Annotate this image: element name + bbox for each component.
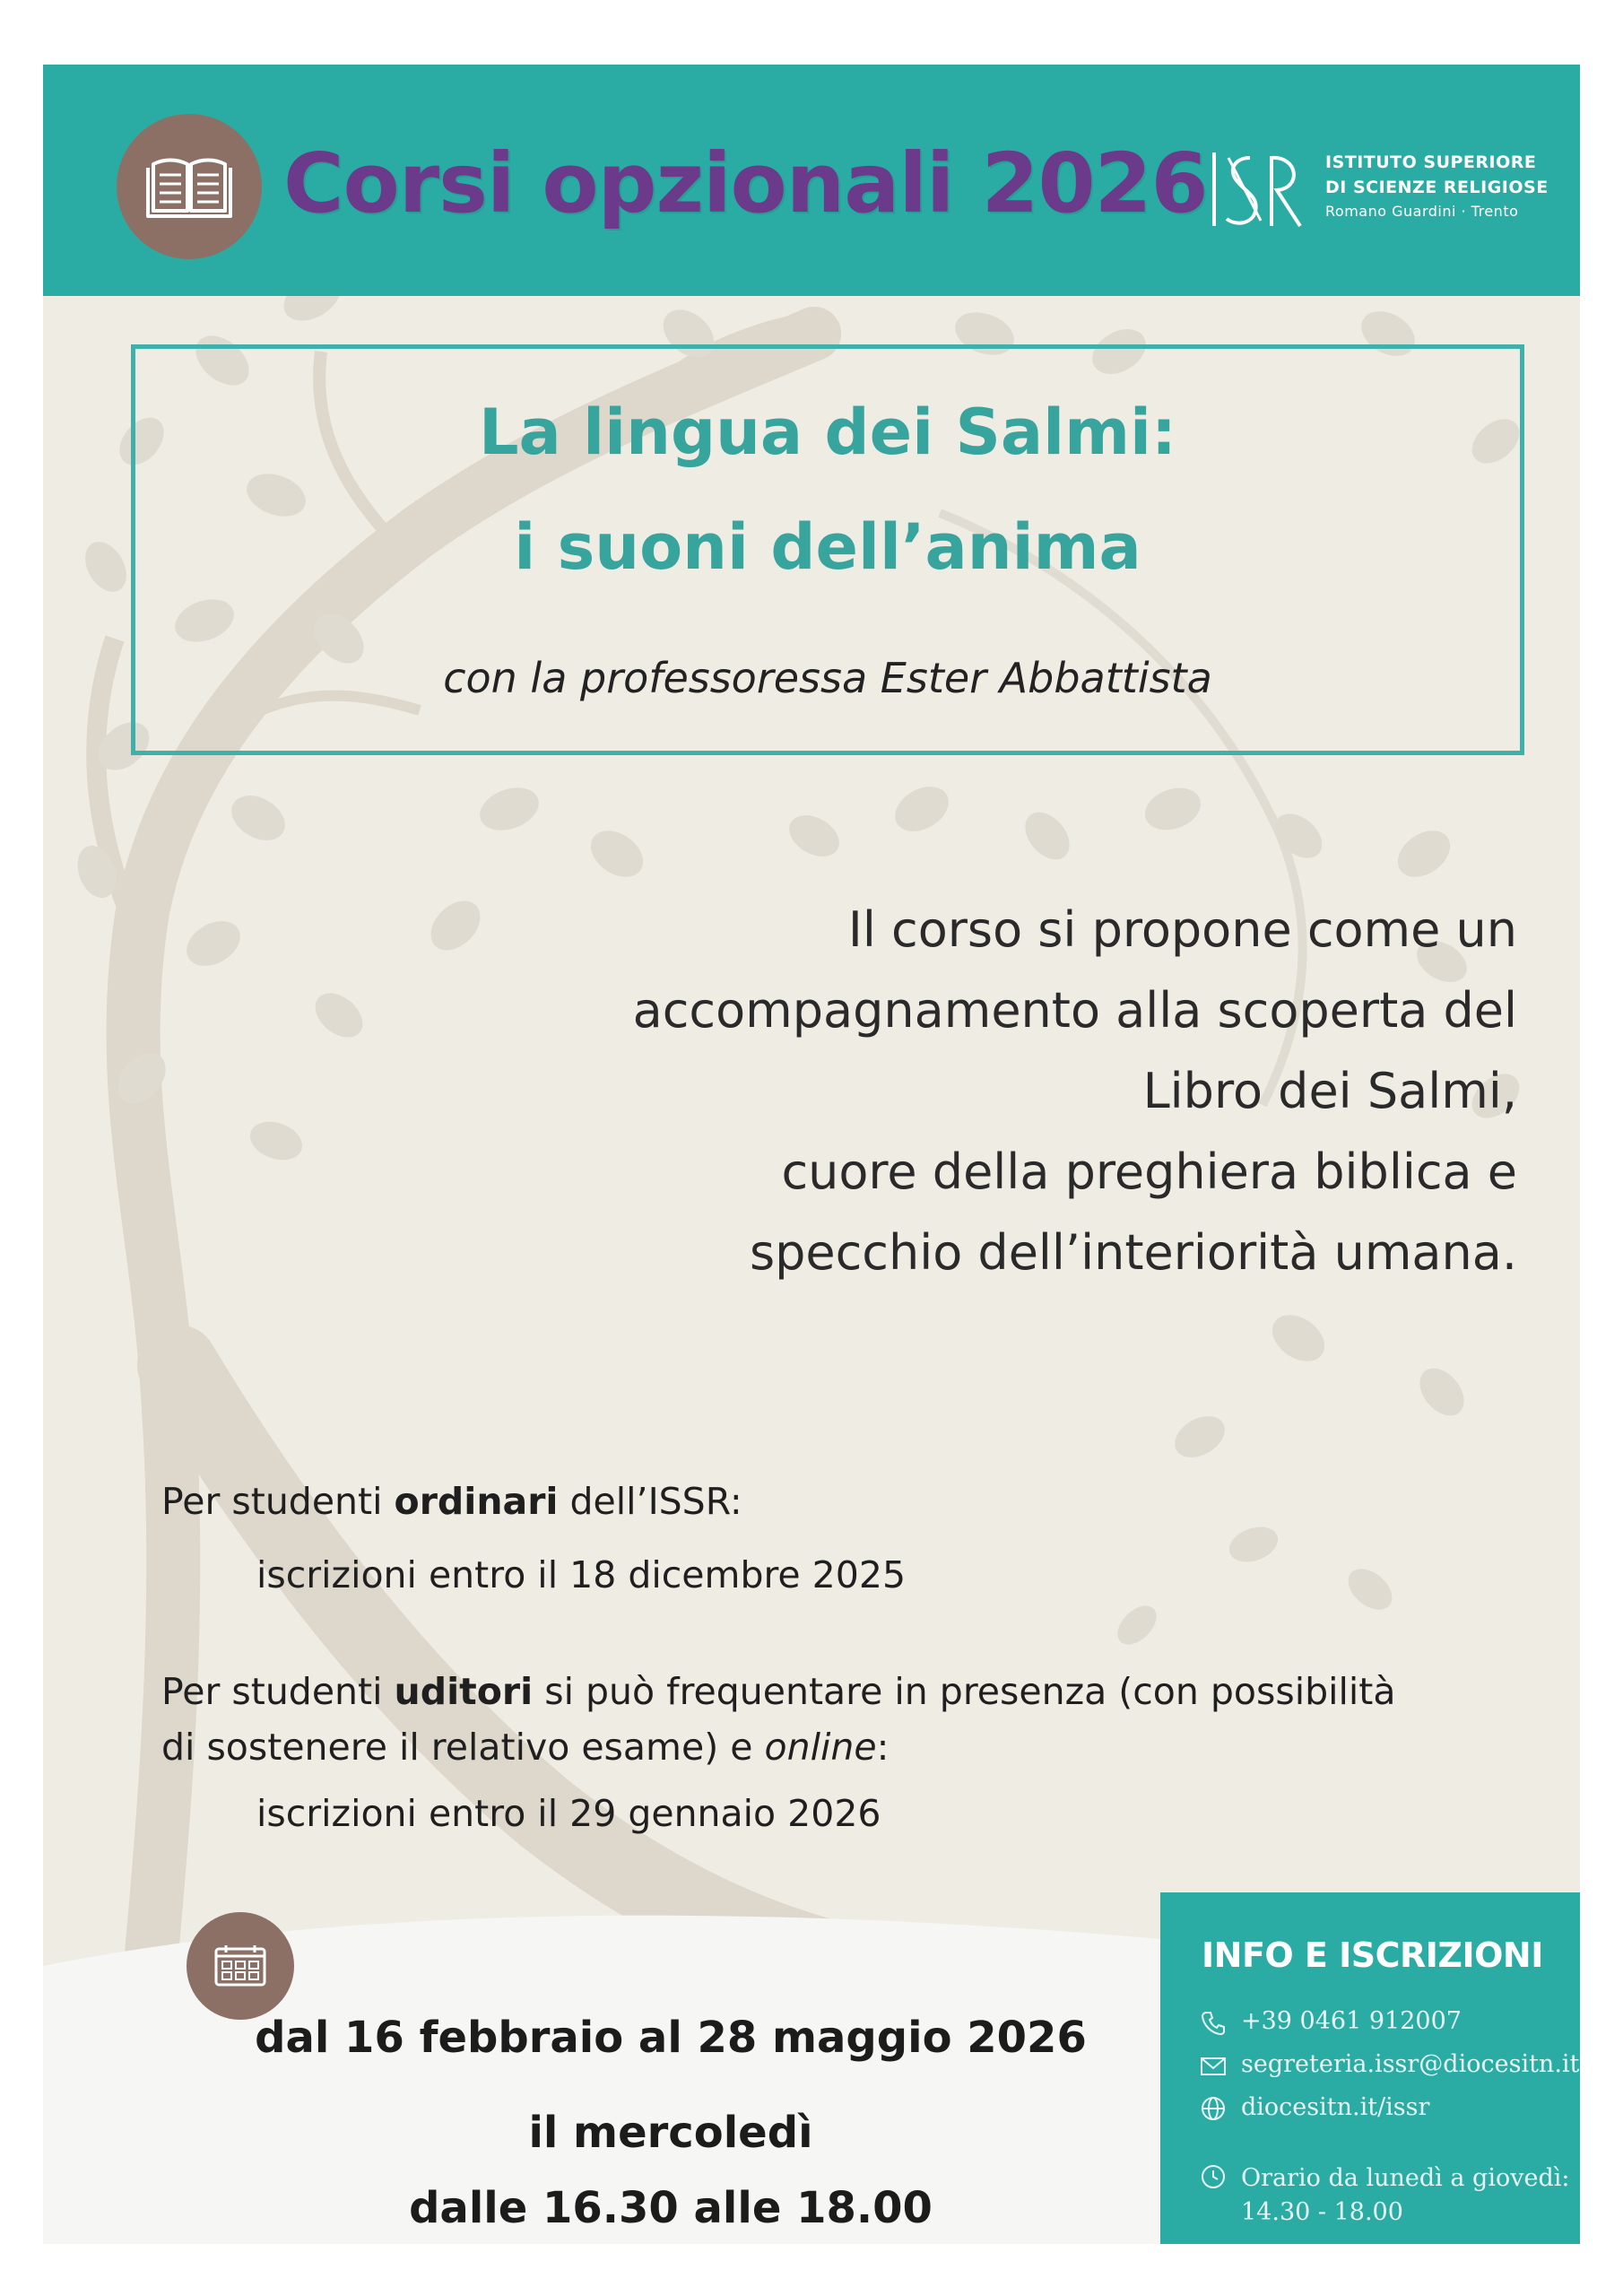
- page-title: Corsi opzionali 2026: [283, 135, 1208, 231]
- course-day: il mercoledì: [528, 2108, 813, 2158]
- email-row[interactable]: [1200, 2050, 1579, 2079]
- description-line: Libro dei Salmi,: [1142, 1063, 1517, 1119]
- uditori-prefix: Per studenti: [161, 1670, 395, 1713]
- phone-icon: [1200, 2009, 1227, 2036]
- description-line: specchio dell’interiorità umana.: [749, 1224, 1517, 1281]
- office-hours-days: Orario da lunedì a giovedì:: [1241, 2164, 1570, 2192]
- professor-name: con la professoressa Ester Abbattista: [443, 654, 1212, 702]
- ordinari-bold: ordinari: [394, 1480, 559, 1523]
- uditori-info-line2: [161, 1726, 889, 1769]
- course-description: [441, 890, 1517, 1293]
- hours-row: [1200, 2161, 1569, 2230]
- website-link: diocesitn.it/issr: [1241, 2093, 1430, 2121]
- description-line: cuore della preghiera biblica e: [781, 1144, 1517, 1200]
- globe-icon: [1200, 2095, 1227, 2122]
- calendar-icon: [213, 1944, 267, 1988]
- uditori-online: online: [764, 1726, 877, 1769]
- issr-logo: [1209, 147, 1549, 237]
- course-title-line1: La lingua dei Salmi:: [478, 396, 1177, 469]
- course-time: dalle 16.30 alle 18.00: [409, 2183, 933, 2233]
- phone-row[interactable]: [1200, 2007, 1462, 2036]
- email-address: segreteria.issr@diocesitn.it: [1241, 2050, 1580, 2078]
- ordinari-deadline: iscrizioni entro il 18 dicembre 2025: [256, 1553, 907, 1596]
- logo-text-line2: DI SCIENZE RELIGIOSE: [1325, 178, 1549, 197]
- info-box: [1160, 1892, 1580, 2244]
- description-line: Il corso si propone come un: [847, 901, 1517, 958]
- web-row[interactable]: [1200, 2093, 1429, 2122]
- uditori-suffix: si può frequentare in presenza (con possibilità: [533, 1670, 1396, 1713]
- open-book-icon: [146, 155, 232, 218]
- header-badge: [117, 114, 262, 259]
- course-dates: dal 16 febbraio al 28 maggio 2026: [255, 2013, 1087, 2063]
- phone-number: +39 0461 912007: [1241, 2007, 1462, 2035]
- calendar-badge: [187, 1912, 294, 2020]
- info-title: INFO E ISCRIZIONI: [1202, 1935, 1543, 1975]
- mail-icon: [1200, 2052, 1227, 2079]
- uditori-line2-suffix: :: [876, 1726, 890, 1769]
- description-line: accompagnamento alla scoperta del: [632, 982, 1517, 1039]
- header-bar: [43, 65, 1580, 296]
- clock-icon: [1200, 2163, 1227, 2190]
- course-title-line2: i suoni dell’anima: [514, 510, 1141, 584]
- logo-text-line3: Romano Guardini · Trento: [1325, 203, 1519, 220]
- flyer-page: [43, 65, 1580, 2244]
- ordinari-info: [161, 1480, 742, 1523]
- uditori-info: [161, 1670, 1396, 1713]
- course-title-box: [131, 344, 1524, 755]
- uditori-bold: uditori: [394, 1670, 534, 1713]
- office-hours-time: 14.30 - 18.00: [1241, 2198, 1403, 2226]
- office-hours: [1241, 2161, 1569, 2230]
- ordinari-suffix: dell’ISSR:: [558, 1480, 742, 1523]
- issr-logo-mark: [1209, 149, 1307, 230]
- uditori-deadline: iscrizioni entro il 29 gennaio 2026: [256, 1792, 881, 1835]
- uditori-line2-prefix: di sostenere il relativo esame) e: [161, 1726, 765, 1769]
- ordinari-prefix: Per studenti: [161, 1480, 395, 1523]
- logo-text-line1: ISTITUTO SUPERIORE: [1325, 152, 1537, 172]
